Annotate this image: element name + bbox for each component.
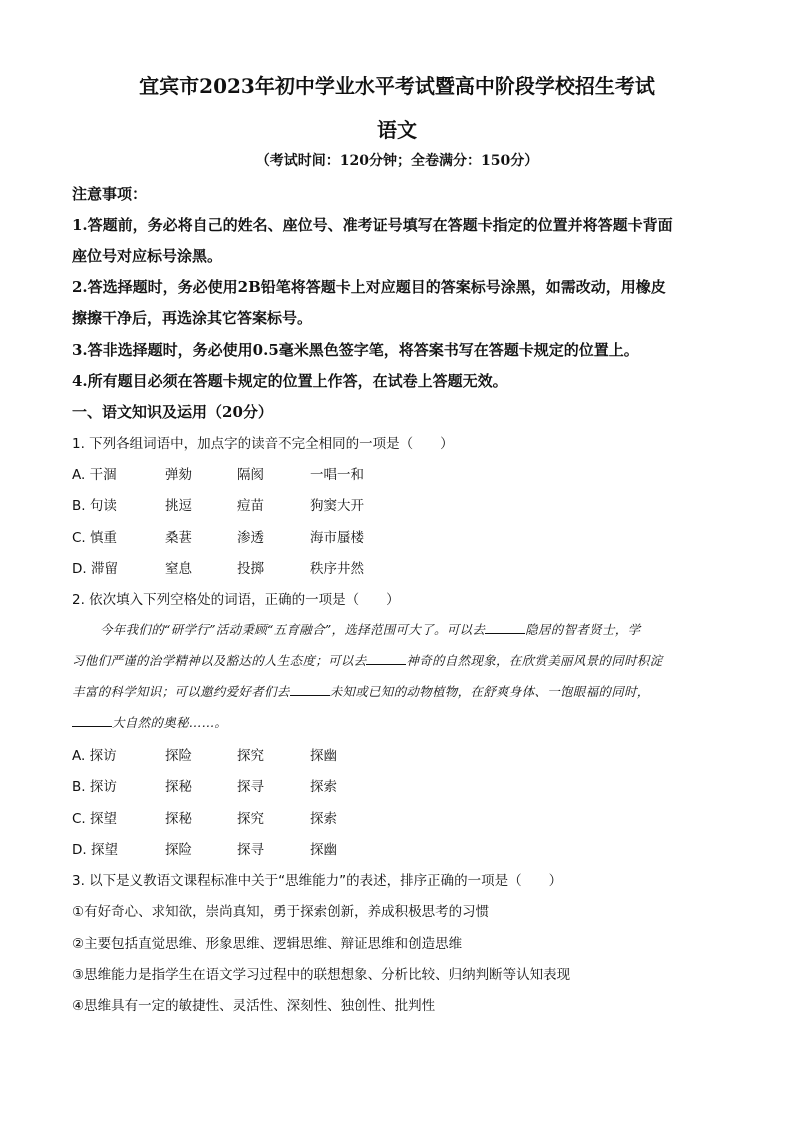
fill-blank [72,714,112,727]
q1-option-c: C. 慎重 [72,530,118,546]
q1-option-word: 窒息 [165,561,192,577]
q1-option-word: 桑葚 [165,530,192,546]
q1-option-word: 秩序井然 [310,561,364,577]
q3-statement: ④思维具有一定的敏捷性、灵活性、深刻性、独创性、批判性 [72,998,436,1014]
q1-option-word: 痘苗 [237,498,264,514]
q3-statement: ③思维能力是指学生在语文学习过程中的联想想象、分析比较、归纳判断等认知表现 [72,967,571,983]
notice-item: 擦擦干净后，再选涂其它答案标号。 [72,309,313,327]
question-1-stem: 1. 下列各组词语中，加点字的读音不完全相同的一项是（ ） [72,436,454,452]
fill-blank [290,683,330,696]
q2-option-a: A. 探访 [72,748,117,764]
q2-option-word: 探寻 [237,842,264,858]
notice-item: 座位号对应标号涂黑。 [72,247,223,265]
passage-text: 今年我们的“研学行”活动秉顾“五育融合”，选择范围可大了。可以去 [100,622,486,637]
q2-option-word: 探秘 [165,779,192,795]
section-heading: 一、语文知识及运用（20分） [72,403,273,421]
exam-title: 宜宾市2023年初中学业水平考试暨高中阶段学校招生考试 [139,74,655,98]
q1-option-a: A. 干涸 [72,467,117,483]
q2-option-c: C. 探望 [72,811,118,827]
q2-option-word: 探究 [237,748,264,764]
subject-title: 语文 [377,118,417,142]
q3-statement: ①有好奇心、求知欲，崇尚真知，勇于探索创新，养成积极思考的习惯 [72,904,490,920]
question-2-stem: 2. 依次填入下列空格处的词语，正确的一项是（ ） [72,592,400,608]
q1-option-word: 隔阂 [237,467,264,483]
passage-text: 大自然的奥秘……。 [112,715,228,730]
q2-option-word: 探险 [165,748,192,764]
passage-text: 未知或已知的动物植物，在舒爽身体、一饱眼福的同时， [329,684,650,699]
fill-blank [485,621,525,634]
q1-option-d: D. 滞留 [72,561,118,577]
passage-text: 习他们严谨的治学精神以及豁达的人生态度；可以去 [72,653,367,668]
q1-option-word: 投掷 [237,561,264,577]
passage-line [100,620,640,638]
q1-option-word: 渗透 [237,530,264,546]
q1-option-word: 弹劾 [165,467,192,483]
q2-option-word: 探幽 [310,842,337,858]
q2-option-word: 探索 [310,779,337,795]
q1-option-b: B. 句读 [72,498,117,514]
passage-text: 隐居的智者贤士，学 [525,622,641,637]
q2-option-d: D. 探望 [72,842,118,858]
notice-item: 2.答选择题时，务必使用2B铅笔将答题卡上对应题目的答案标号涂黑，如需改动，用橡皮 [72,278,666,296]
q1-option-word: 一唱一和 [310,467,364,483]
fill-blank [366,652,406,665]
passage-line [72,713,227,731]
time-note: （考试时间：120分钟；全卷满分：150分） [255,153,539,169]
q2-option-b: B. 探访 [72,779,117,795]
q2-option-word: 探幽 [310,748,337,764]
q2-option-word: 探索 [310,811,337,827]
notice-heading: 注意事项： [72,185,148,203]
question-3-stem: 3. 以下是义教语文课程标准中关于“思维能力”的表述，排序正确的一项是（ ） [72,873,563,889]
q3-statement: ②主要包括直觉思维、形象思维、逻辑思维、辩证思维和创造思维 [72,936,463,952]
q2-option-word: 探秘 [165,811,192,827]
q1-option-word: 挑逗 [165,498,192,514]
q2-option-word: 探寻 [237,779,264,795]
passage-text: 丰富的科学知识；可以邀约爱好者们去 [72,684,290,699]
notice-item: 3.答非选择题时，务必使用0.5毫米黑色签字笔，将答案书写在答题卡规定的位置上。 [72,341,639,359]
passage-line [72,682,650,700]
notice-item: 1.答题前，务必将自己的姓名、座位号、准考证号填写在答题卡指定的位置并将答题卡背面 [72,216,673,234]
q2-option-word: 探险 [165,842,192,858]
notice-item: 4.所有题目必须在答题卡规定的位置上作答，在试卷上答题无效。 [72,372,508,390]
q1-option-word: 狗窦大开 [310,498,364,514]
q2-option-word: 探究 [237,811,264,827]
passage-text: 神奇的自然现象，在欣赏美丽风景的同时积淀 [406,653,663,668]
passage-line [72,651,662,669]
q1-option-word: 海市蜃楼 [310,530,364,546]
